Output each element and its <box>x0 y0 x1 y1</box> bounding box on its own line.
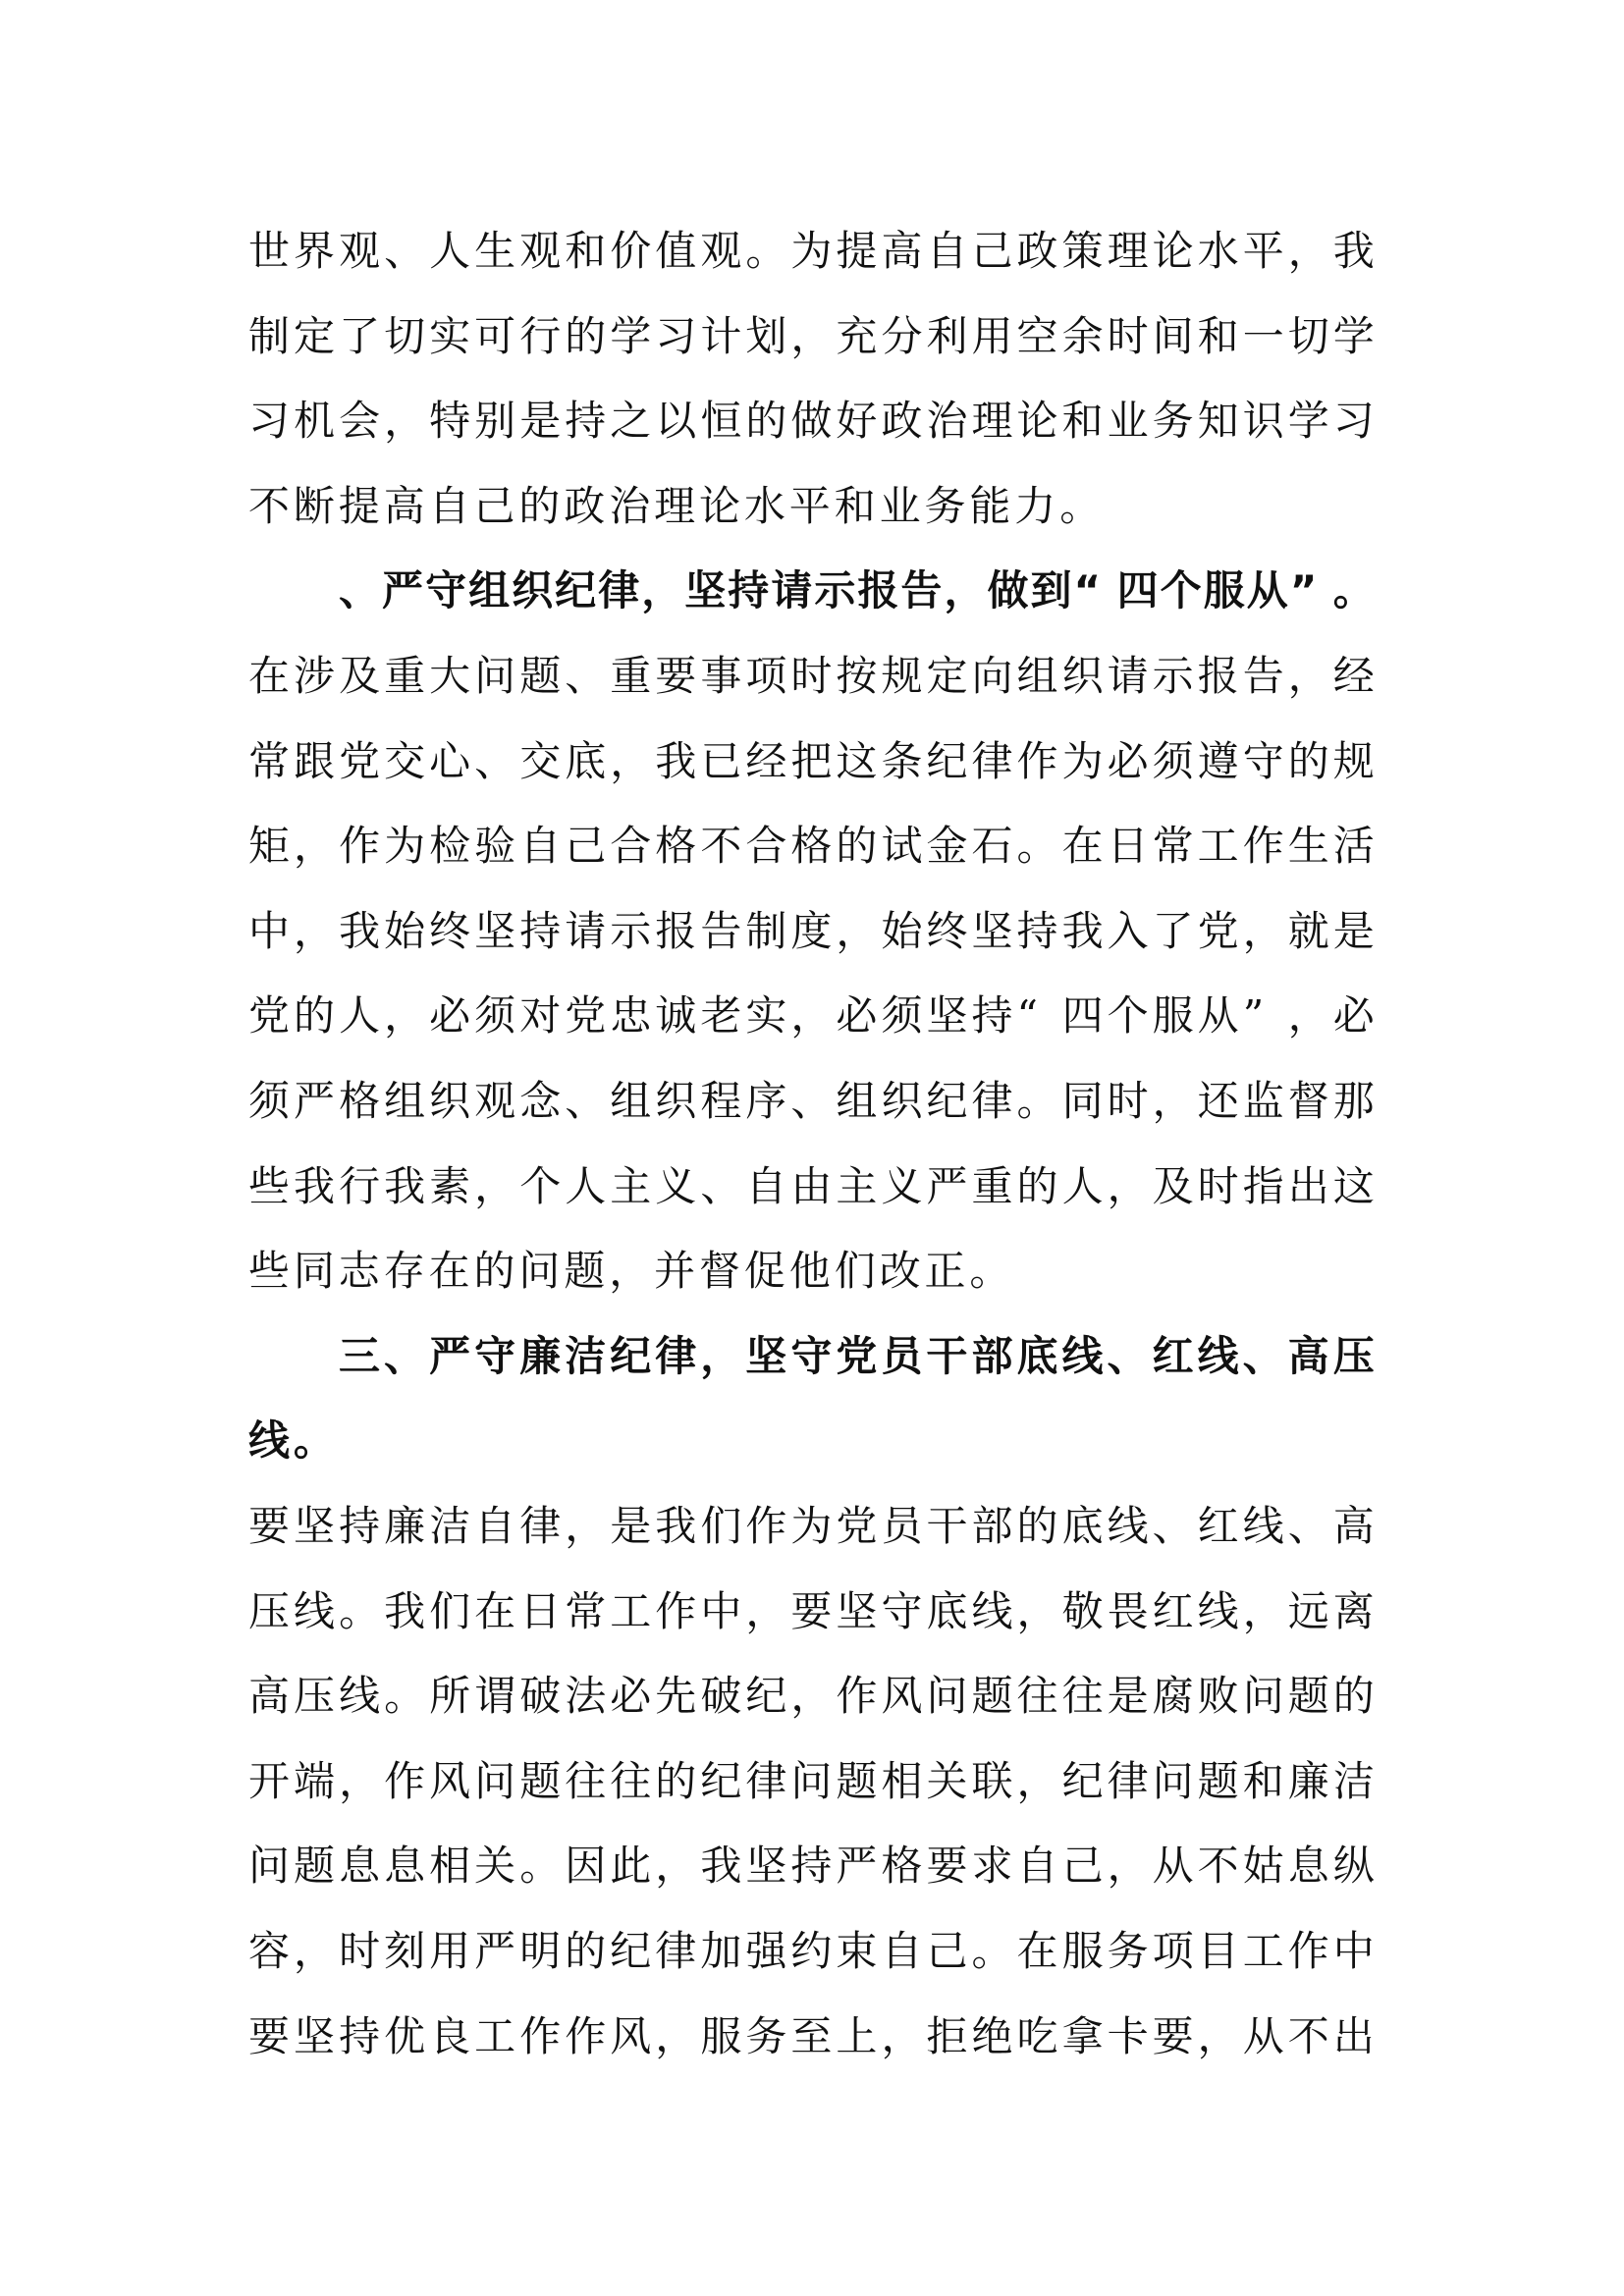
body-line: 要 坚 持 廉 洁 自 律 ， 是 我 们 作 为 党 员 干 部 的 底 线 、 红 线 、 高 <box>248 1502 1375 1550</box>
body-line: 高 压 线 。 所 谓 破 法 必 先 破 纪 ， 作 风 问 题 往 往 是 腐 败 问 题 的 <box>248 1672 1375 1720</box>
body-line: 世 界 观 、 人 生 观 和 价 值 观 。 为 提 高 自 己 政 策 理 论 水 平 ， 我 <box>248 227 1375 275</box>
body-line: 容 ， 时 刻 用 严 明 的 纪 律 加 强 约 束 自 己 。 在 服 务 项 目 工 作 中 <box>248 1927 1375 1975</box>
body-line: 矩 ， 作 为 检 验 自 己 合 格 不 合 格 的 试 金 石 。 在 日 常 工 作 生 活 <box>248 822 1375 870</box>
body-line: 要 坚 持 优 良 工 作 作 风 ， 服 务 至 上 ， 拒 绝 吃 拿 卡 要 ， 从 不 出 <box>248 2012 1375 2060</box>
section-heading-2: 、 严 守 组 织 纪 律 ， 坚 持 请 示 报 告 ， 做 到 “ 四 个 服 从 ” 。 <box>339 566 1375 614</box>
section-heading-3-continued: 线。 <box>248 1416 339 1465</box>
body-line: 不断提高自己的政治理论水平和业务能力。 <box>248 482 1106 530</box>
body-line: 须 严 格 组 织 观 念 、 组 织 程 序 、 组 织 纪 律 。 同 时 ， 还 监 督 那 <box>248 1077 1375 1125</box>
body-line: 些 我 行 我 素 ， 个 人 主 义 、 自 由 主 义 严 重 的 人 ， 及 时 指 出 这 <box>248 1162 1375 1210</box>
section-heading-3: 三 、 严 守 廉 洁 纪 律 ， 坚 守 党 员 干 部 底 线 、 红 线 、 高 压 <box>339 1332 1375 1380</box>
body-line: 制 定 了 切 实 可 行 的 学 习 计 划 ， 充 分 利 用 空 余 时 间 和 一 切 学 <box>248 312 1375 360</box>
body-line: 开 端 ， 作 风 问 题 往 往 的 纪 律 问 题 相 关 联 ， 纪 律 问 题 和 廉 洁 <box>248 1757 1375 1805</box>
body-line: 些同志存在的问题，并督促他们改正。 <box>248 1247 1015 1295</box>
body-line: 压 线 。 我 们 在 日 常 工 作 中 ， 要 坚 守 底 线 ， 敬 畏 红 线 ， 远 离 <box>248 1587 1375 1635</box>
body-line: 在 涉 及 重 大 问 题 、 重 要 事 项 时 按 规 定 向 组 织 请 示 报 告 ， 经 <box>248 652 1375 700</box>
body-line: 习 机 会 ， 特 别 是 持 之 以 恒 的 做 好 政 治 理 论 和 业 务 知 识 学 习 <box>248 397 1375 445</box>
body-line: 常 跟 党 交 心 、 交 底 ， 我 已 经 把 这 条 纪 律 作 为 必 须 遵 守 的 规 <box>248 737 1375 785</box>
body-line: 中 ， 我 始 终 坚 持 请 示 报 告 制 度 ， 始 终 坚 持 我 入 了 党 ， 就 是 <box>248 907 1375 955</box>
body-line: 问 题 息 息 相 关 。 因 此 ， 我 坚 持 严 格 要 求 自 己 ， 从 不 姑 息 纵 <box>248 1842 1375 1890</box>
body-line: 党 的 人 ， 必 须 对 党 忠 诚 老 实 ， 必 须 坚 持 “ 四 个 服 从 ” ， 必 <box>248 991 1375 1040</box>
